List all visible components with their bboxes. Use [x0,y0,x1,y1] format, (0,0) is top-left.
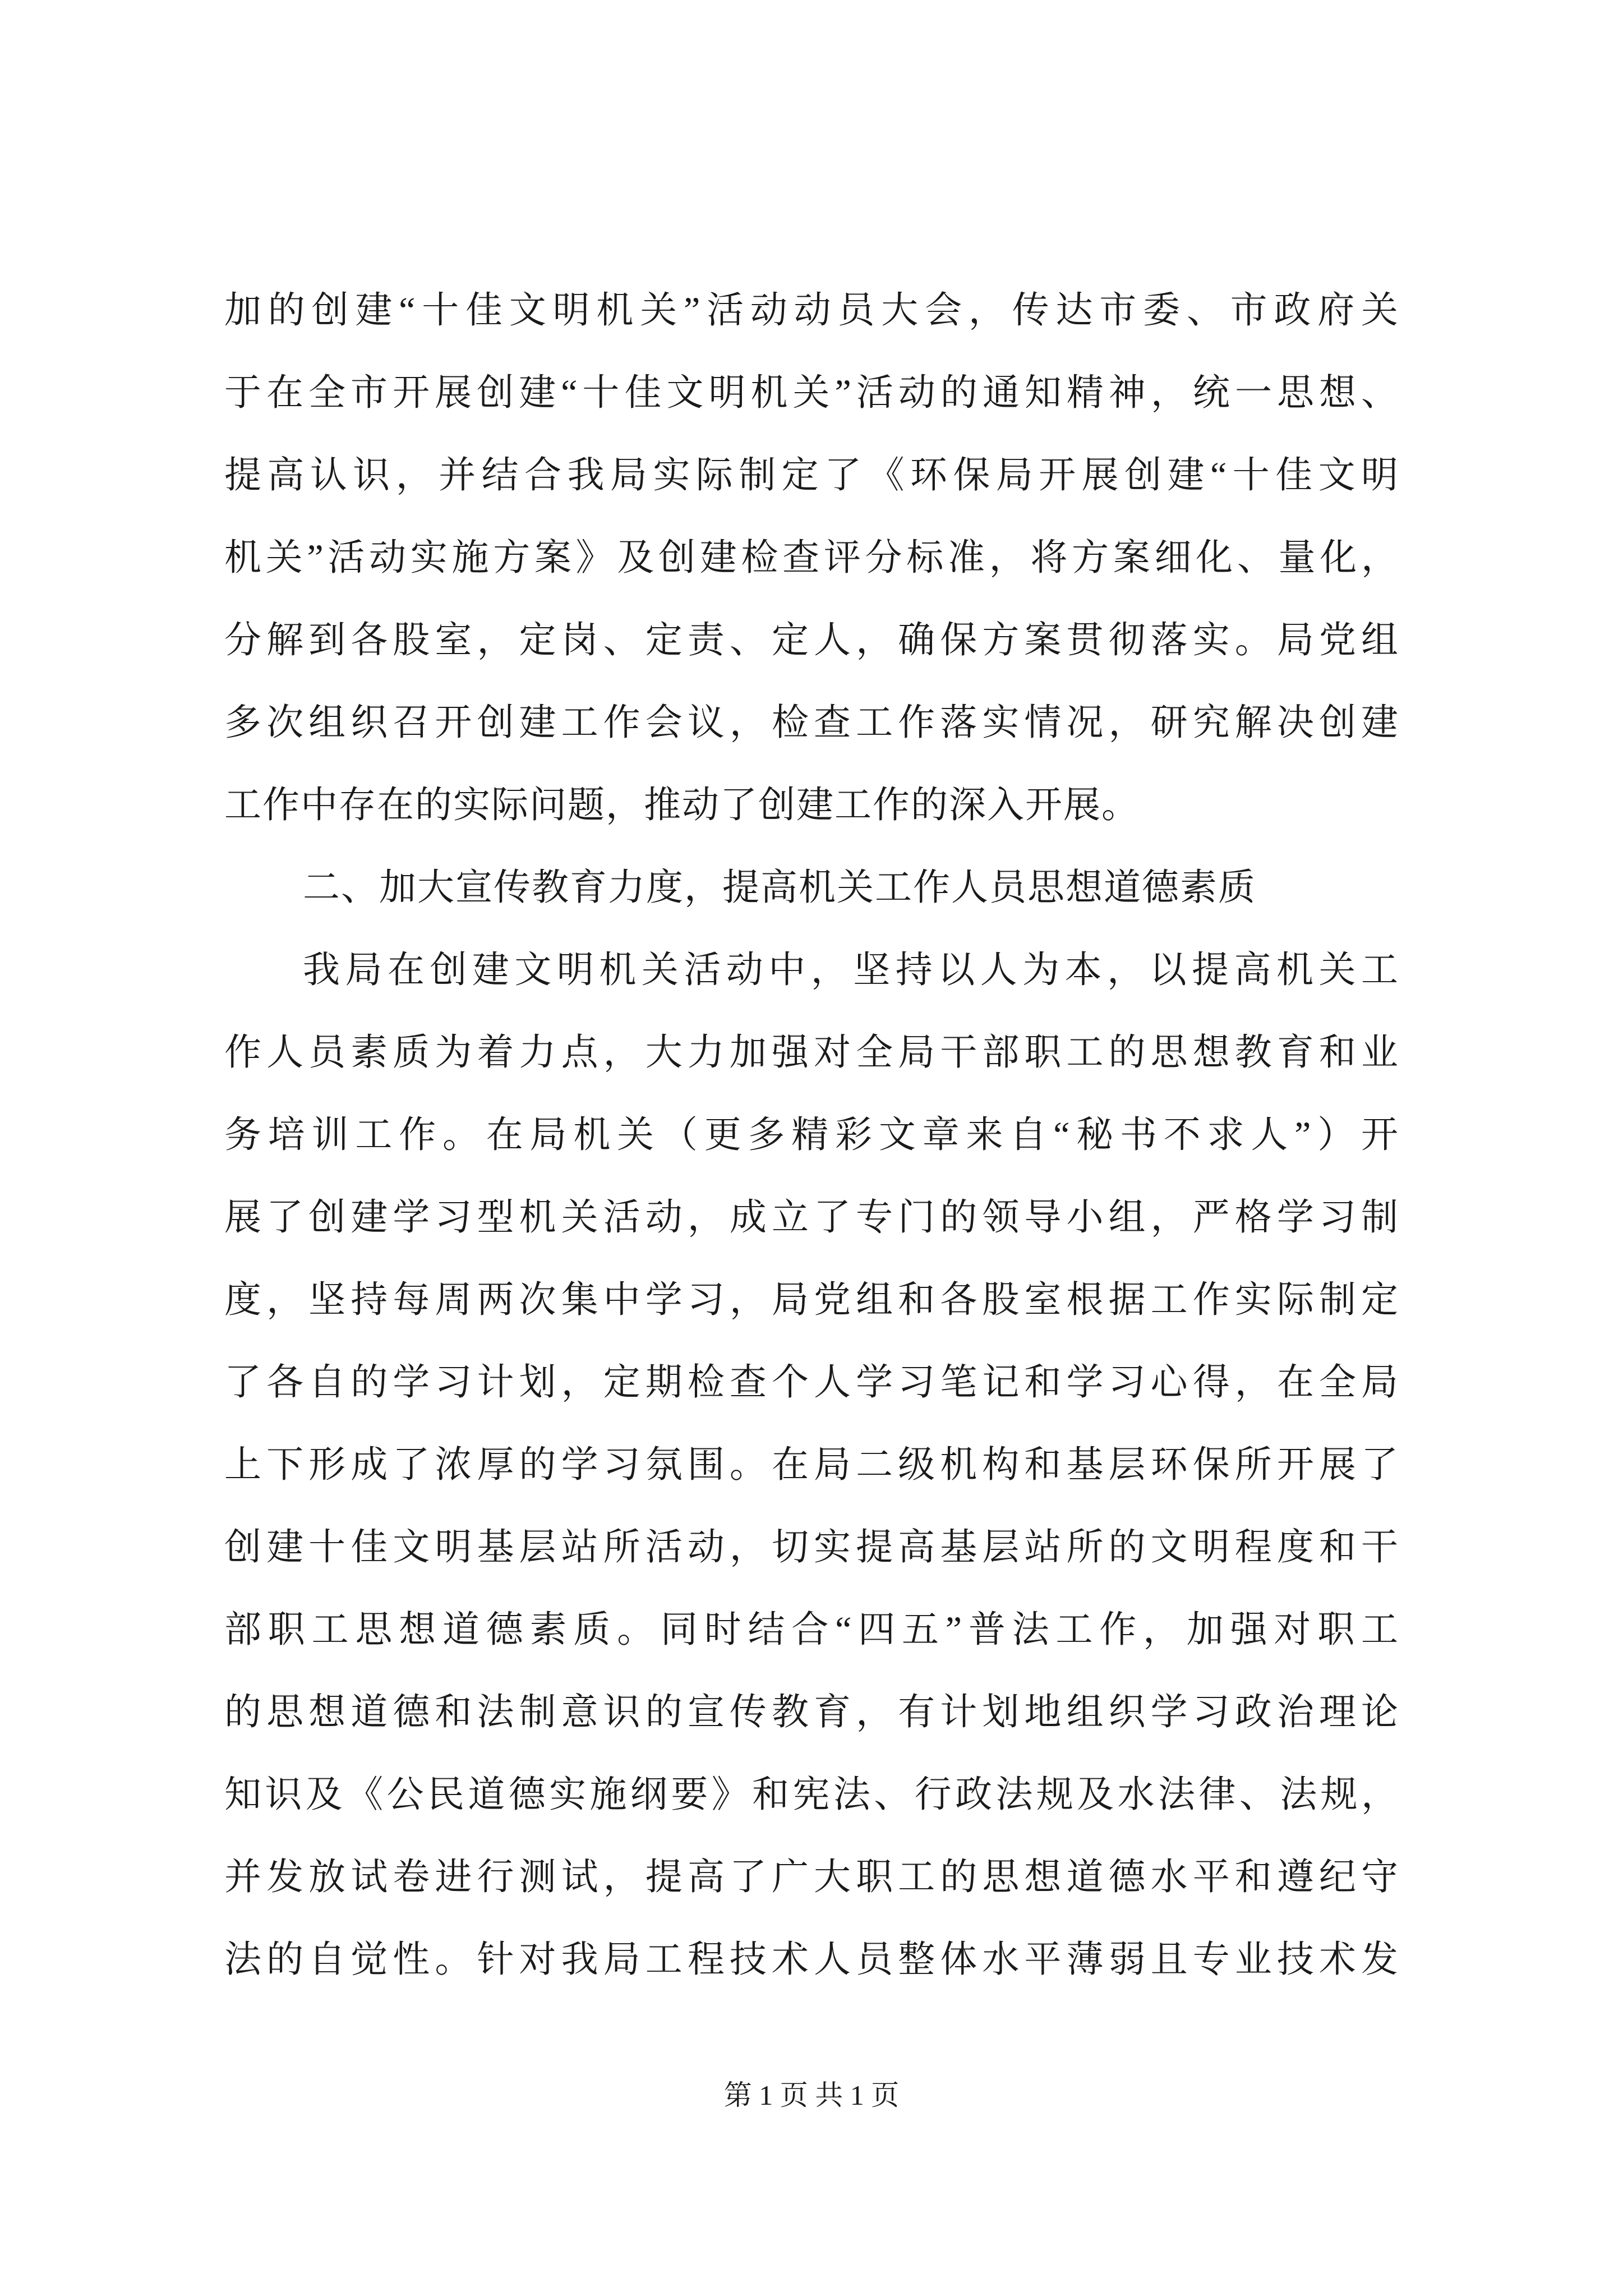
text-line: 分解到各股室，定岗、定责、定人，确保方案贯彻落实。局党组 [224,620,1399,661]
page-number: 第 1 页 共 1 页 [723,2079,900,2111]
text-line: 的思想道德和法制意识的宣传教育，有计划地组织学习政治理论 [224,1692,1399,1733]
section-heading: 二、加大宣传教育力度，提高机关工作人员思想道德素质 [303,867,1256,908]
text-line: 并发放试卷进行测试，提高了广大职工的思想道德水平和遵纪守 [224,1857,1399,1898]
text-line: 上下形成了浓厚的学习氛围。在局二级机构和基层环保所开展了 [224,1444,1399,1485]
body-text [224,269,1399,2001]
text-line: 作人员素质为着力点，大力加强对全局干部职工的思想教育和业 [224,1032,1399,1073]
page-footer [0,2076,1623,2115]
text-line: 创建十佳文明基层站所活动，切实提高基层站所的文明程度和干 [224,1527,1399,1568]
text-line: 务培训工作。在局机关（更多精彩文章来自“秘书不求人”）开 [224,1115,1399,1156]
text-line: 于在全市开展创建“十佳文明机关”活动的通知精神，统一思想、 [224,372,1399,413]
paragraph-first-line: 我局在创建文明机关活动中，坚持以人为本，以提高机关工 [303,950,1399,991]
text-line: 展了创建学习型机关活动，成立了专门的领导小组，严格学习制 [224,1197,1399,1238]
text-line: 提高认识，并结合我局实际制定了《环保局开展创建“十佳文明 [224,455,1399,496]
text-line: 工作中存在的实际问题，推动了创建工作的深入开展。 [224,785,1140,826]
text-line: 度，坚持每周两次集中学习，局党组和各股室根据工作实际制定 [224,1280,1399,1320]
text-line: 了各自的学习计划，定期检查个人学习笔记和学习心得，在全局 [224,1362,1399,1403]
text-line: 法的自觉性。针对我局工程技术人员整体水平薄弱且专业技术发 [224,1939,1399,1980]
text-line: 多次组织召开创建工作会议，检查工作落实情况，研究解决创建 [224,702,1399,743]
text-line: 部职工思想道德素质。同时结合“四五”普法工作，加强对职工 [224,1609,1399,1650]
text-line: 知识及《公民道德实施纲要》和宪法、行政法规及水法律、法规， [224,1774,1399,1815]
text-line: 机关”活动实施方案》及创建检查评分标准，将方案细化、量化， [224,537,1399,578]
text-line: 加的创建“十佳文明机关”活动动员大会，传达市委、市政府关 [224,290,1399,331]
